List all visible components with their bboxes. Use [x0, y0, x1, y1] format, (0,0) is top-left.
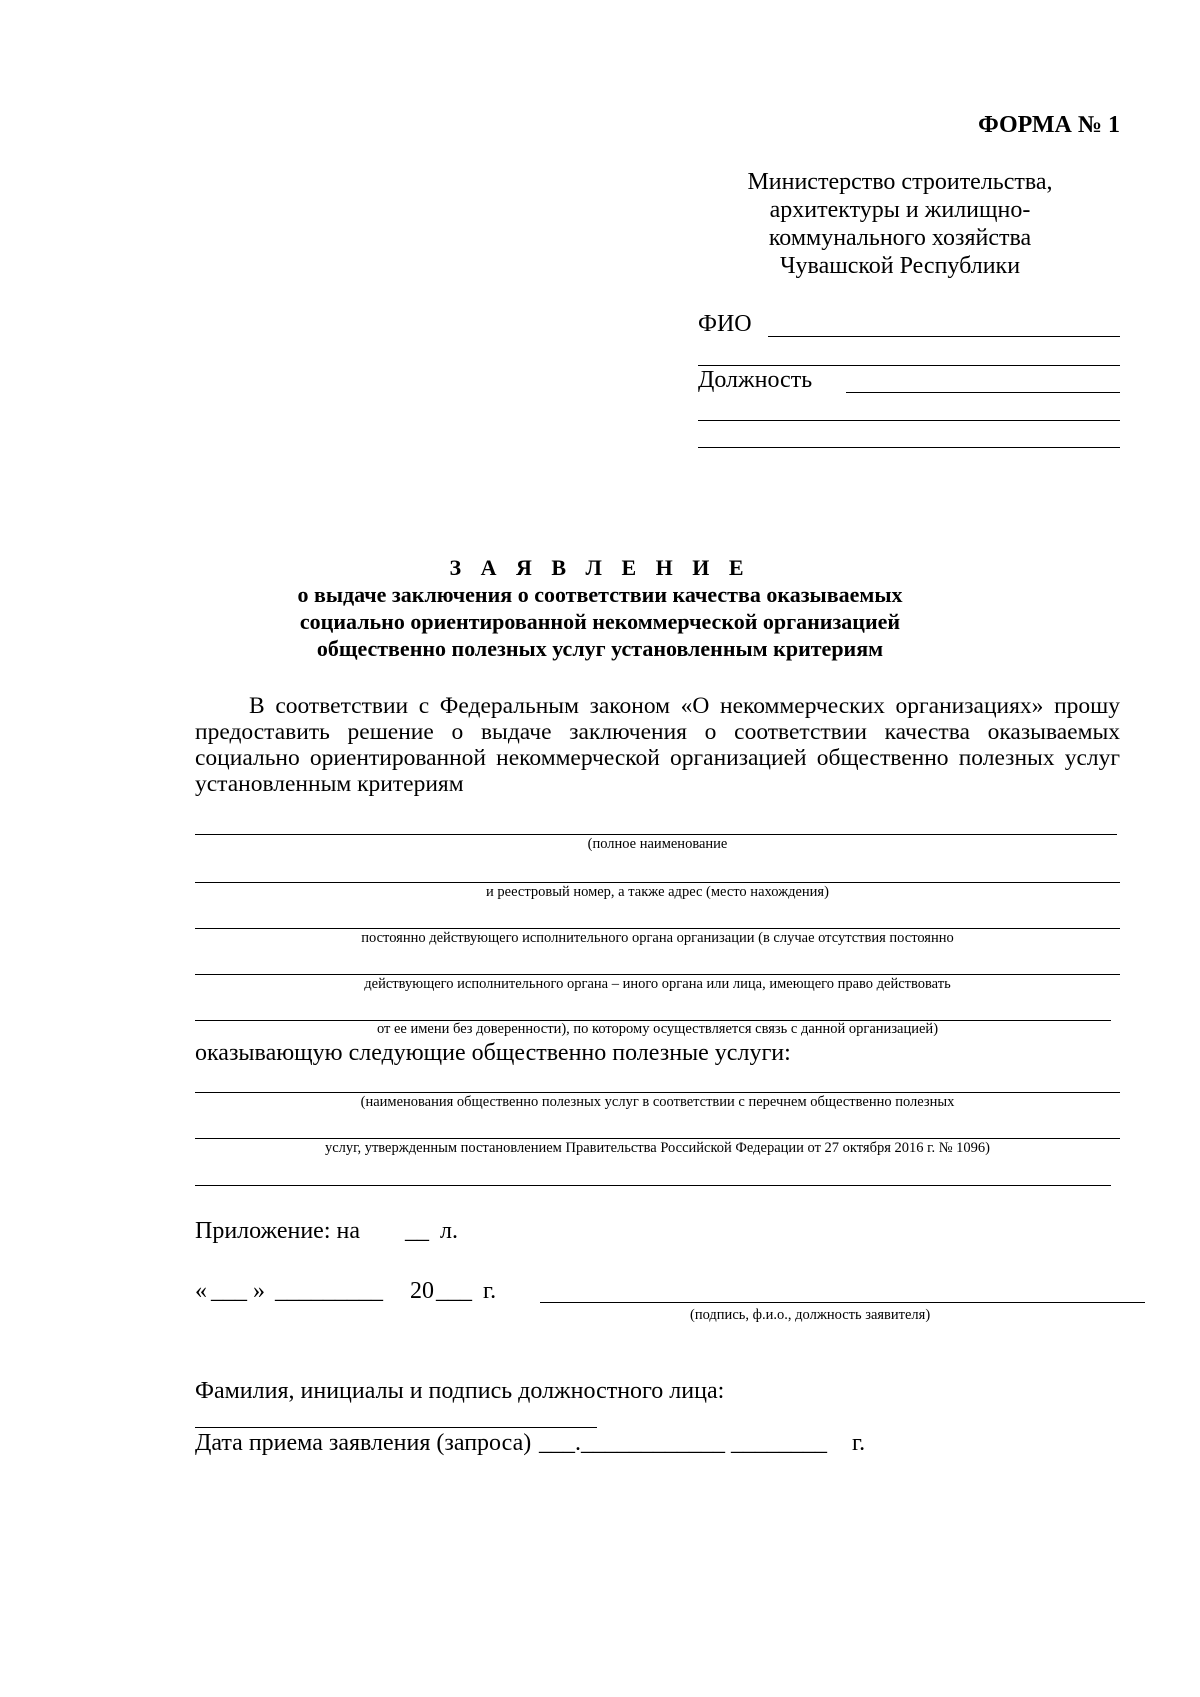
position-label: Должность	[698, 367, 813, 393]
body-text: В соответствии с Федеральным законом «О некоммерческих организациях» прошу предоставить решение о выдаче заключения о соответствии качества оказываемых социально ориентированной некоммерческой организацией общественно полезных услуг установленным критериям	[195, 693, 1120, 797]
org-hint: от ее имени без доверенности), по которому осуществляется связь с данной организацией)	[376, 1021, 939, 1037]
official-label: Фамилия, инициалы и подпись должностного лица:	[195, 1378, 725, 1404]
services-line[interactable]	[195, 1185, 1111, 1186]
services-label: оказывающую следующие общественно полезные услуги:	[195, 1040, 791, 1066]
fio-input-line[interactable]	[768, 336, 1120, 337]
receipt-date-label: Дата приема заявления (запроса)	[195, 1430, 532, 1456]
attachment-label: Приложение: на	[195, 1218, 360, 1244]
date-year-blank[interactable]: ___	[436, 1278, 472, 1304]
position-input-line[interactable]	[846, 392, 1120, 393]
org-hint: (полное наименование	[587, 836, 728, 852]
receipt-date-suffix: г.	[852, 1430, 866, 1456]
services-line[interactable]	[195, 1138, 1120, 1139]
title-heading: З А Я В Л Е Н И Е	[449, 555, 751, 580]
org-name-line[interactable]	[195, 882, 1120, 883]
date-year-suffix: г.	[483, 1278, 497, 1304]
signature-hint: (подпись, ф.и.о., должность заявителя)	[690, 1307, 931, 1323]
position-continuation-line[interactable]	[698, 420, 1120, 421]
org-name-line[interactable]	[195, 928, 1120, 929]
signature-line[interactable]	[540, 1302, 1145, 1303]
attachment-unit: л.	[440, 1218, 458, 1244]
document-title	[0, 554, 1200, 662]
ministry-line: Чувашской Республики	[779, 253, 1021, 279]
services-hint: (наименования общественно полезных услуг в соответствии с перечнем общественно полезных	[360, 1094, 955, 1110]
title-subtitle-line: социально ориентированной некоммерческой организацией	[299, 609, 901, 634]
ministry-line: архитектуры и жилищно-	[769, 197, 1031, 223]
recipient-ministry	[690, 168, 1110, 280]
title-subtitle-line: общественно полезных услуг установленным критериям	[316, 636, 884, 661]
date-month-blank[interactable]: _________	[275, 1278, 383, 1304]
body-paragraph	[195, 693, 1120, 797]
date-close-quote: »	[253, 1278, 265, 1304]
org-name-line[interactable]	[195, 974, 1120, 975]
fio-label: ФИО	[698, 311, 752, 337]
fio-continuation-line[interactable]	[698, 365, 1120, 366]
services-line[interactable]	[195, 1092, 1120, 1093]
title-subtitle-line: о выдаче заключения о соответствии качества оказываемых	[297, 582, 903, 607]
services-hint: услуг, утвержденным постановлением Правительства Российской Федерации от 27 октября 2016 г. № 1096)	[324, 1140, 991, 1156]
form-number: ФОРМА № 1	[978, 112, 1120, 138]
date-open-quote: «	[195, 1278, 207, 1304]
receipt-date-blanks[interactable]: ___.____________ ________	[539, 1430, 827, 1456]
attachment-sheets-blank[interactable]: __	[405, 1218, 429, 1244]
position-continuation-line[interactable]	[698, 447, 1120, 448]
org-hint: постоянно действующего исполнительного органа организации (в случае отсутствия постоянно	[361, 930, 954, 946]
org-name-line[interactable]	[195, 834, 1117, 835]
ministry-line: Министерство строительства,	[747, 169, 1053, 195]
date-day-blank[interactable]: ___	[211, 1278, 247, 1304]
official-signature-line[interactable]	[195, 1427, 597, 1428]
org-hint: и реестровый номер, а также адрес (место нахождения)	[486, 884, 829, 900]
date-year-prefix: 20	[410, 1278, 434, 1304]
ministry-line: коммунального хозяйства	[768, 225, 1032, 251]
org-hint: действующего исполнительного органа – иного органа или лица, имеющего право действовать	[364, 976, 951, 992]
